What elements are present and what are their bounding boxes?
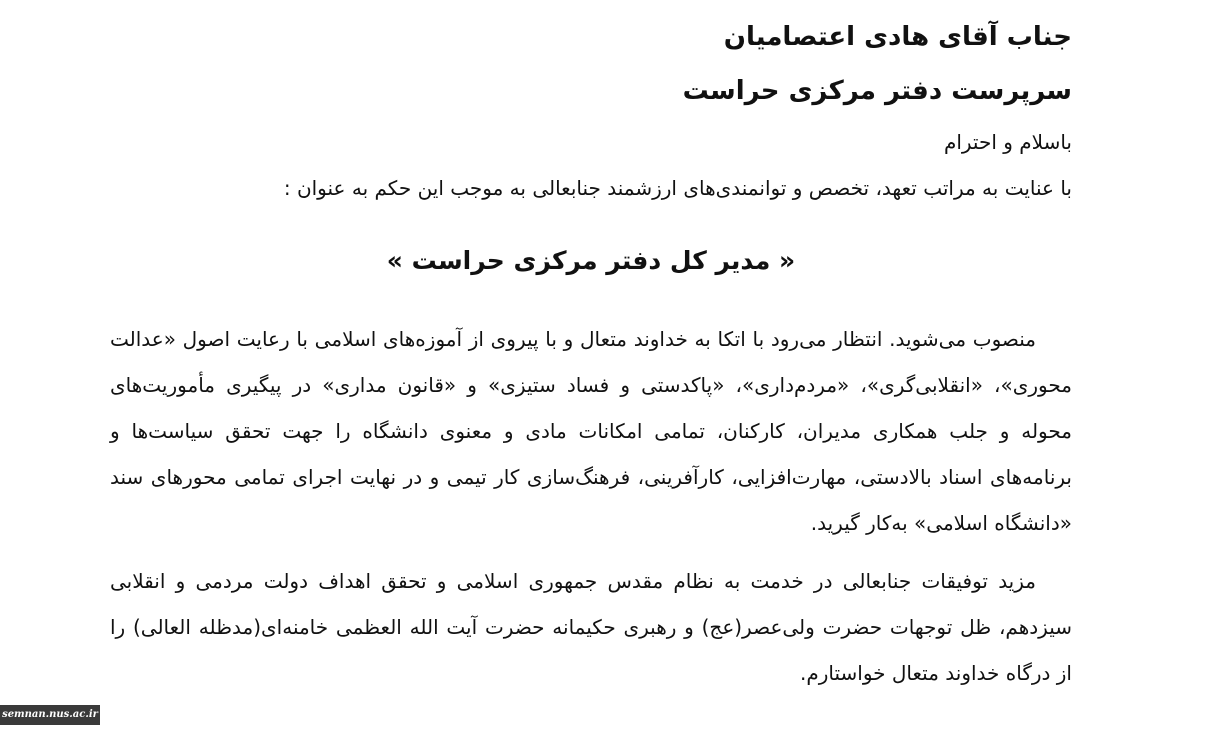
intro-sentence: با عنایت به مراتب تعهد، تخصص و توانمندی‌های ارزشمند جنابعالی به موجب این حکم به عنوان : — [283, 176, 1072, 200]
body-paragraph-2: مزید توفیقات جنابعالی در خدمت به نظام مقدس جمهوری اسلامی و تحقق اهداف دولت مردمی و انقلابی سیزدهم، ظل توجهات حضرت ولی‌عصر(عج) و رهبری حکیمانه حضرت آیت الله العظمی خامنه‌ای(مدظله العالی) را از درگاه خداوند متعال خواستارم. — [110, 569, 1072, 685]
body-paragraph-1: منصوب می‌شوید. انتظار می‌رود با اتکا به خداوند متعال و با پیروی از آموزه‌های اسلامی با رعایت اصول «عدالت محوری»، «انقلابی‌گری»، «مردم‌داری»، «پاکدستی و فساد ستیزی» و «قانون مداری» در پیگیری مأموریت‌های محوله و جلب همکاری مدیران، کارکنان، تمامی امکانات مادی و معنوی دانشگاه را جهت تحقق سیاست‌ها و برنامه‌های اسناد بالادستی، مهارت‌افزایی، کارآفرینی، فرهنگ‌سازی کار تیمی و در نهایت اجرای تمامی محورهای سند «دانشگاه اسلامی» به‌کار گیرید. — [110, 327, 1072, 535]
site-watermark: semnan.nus.ac.ir — [0, 705, 100, 725]
appointment-title: « مدیر کل دفتر مرکزی حراست » — [386, 246, 796, 275]
addressee-name: جناب آقای هادی اعتصامیان — [723, 22, 1072, 52]
addressee-title: سرپرست دفتر مرکزی حراست — [682, 76, 1072, 106]
salutation: باسلام و احترام — [943, 130, 1072, 154]
